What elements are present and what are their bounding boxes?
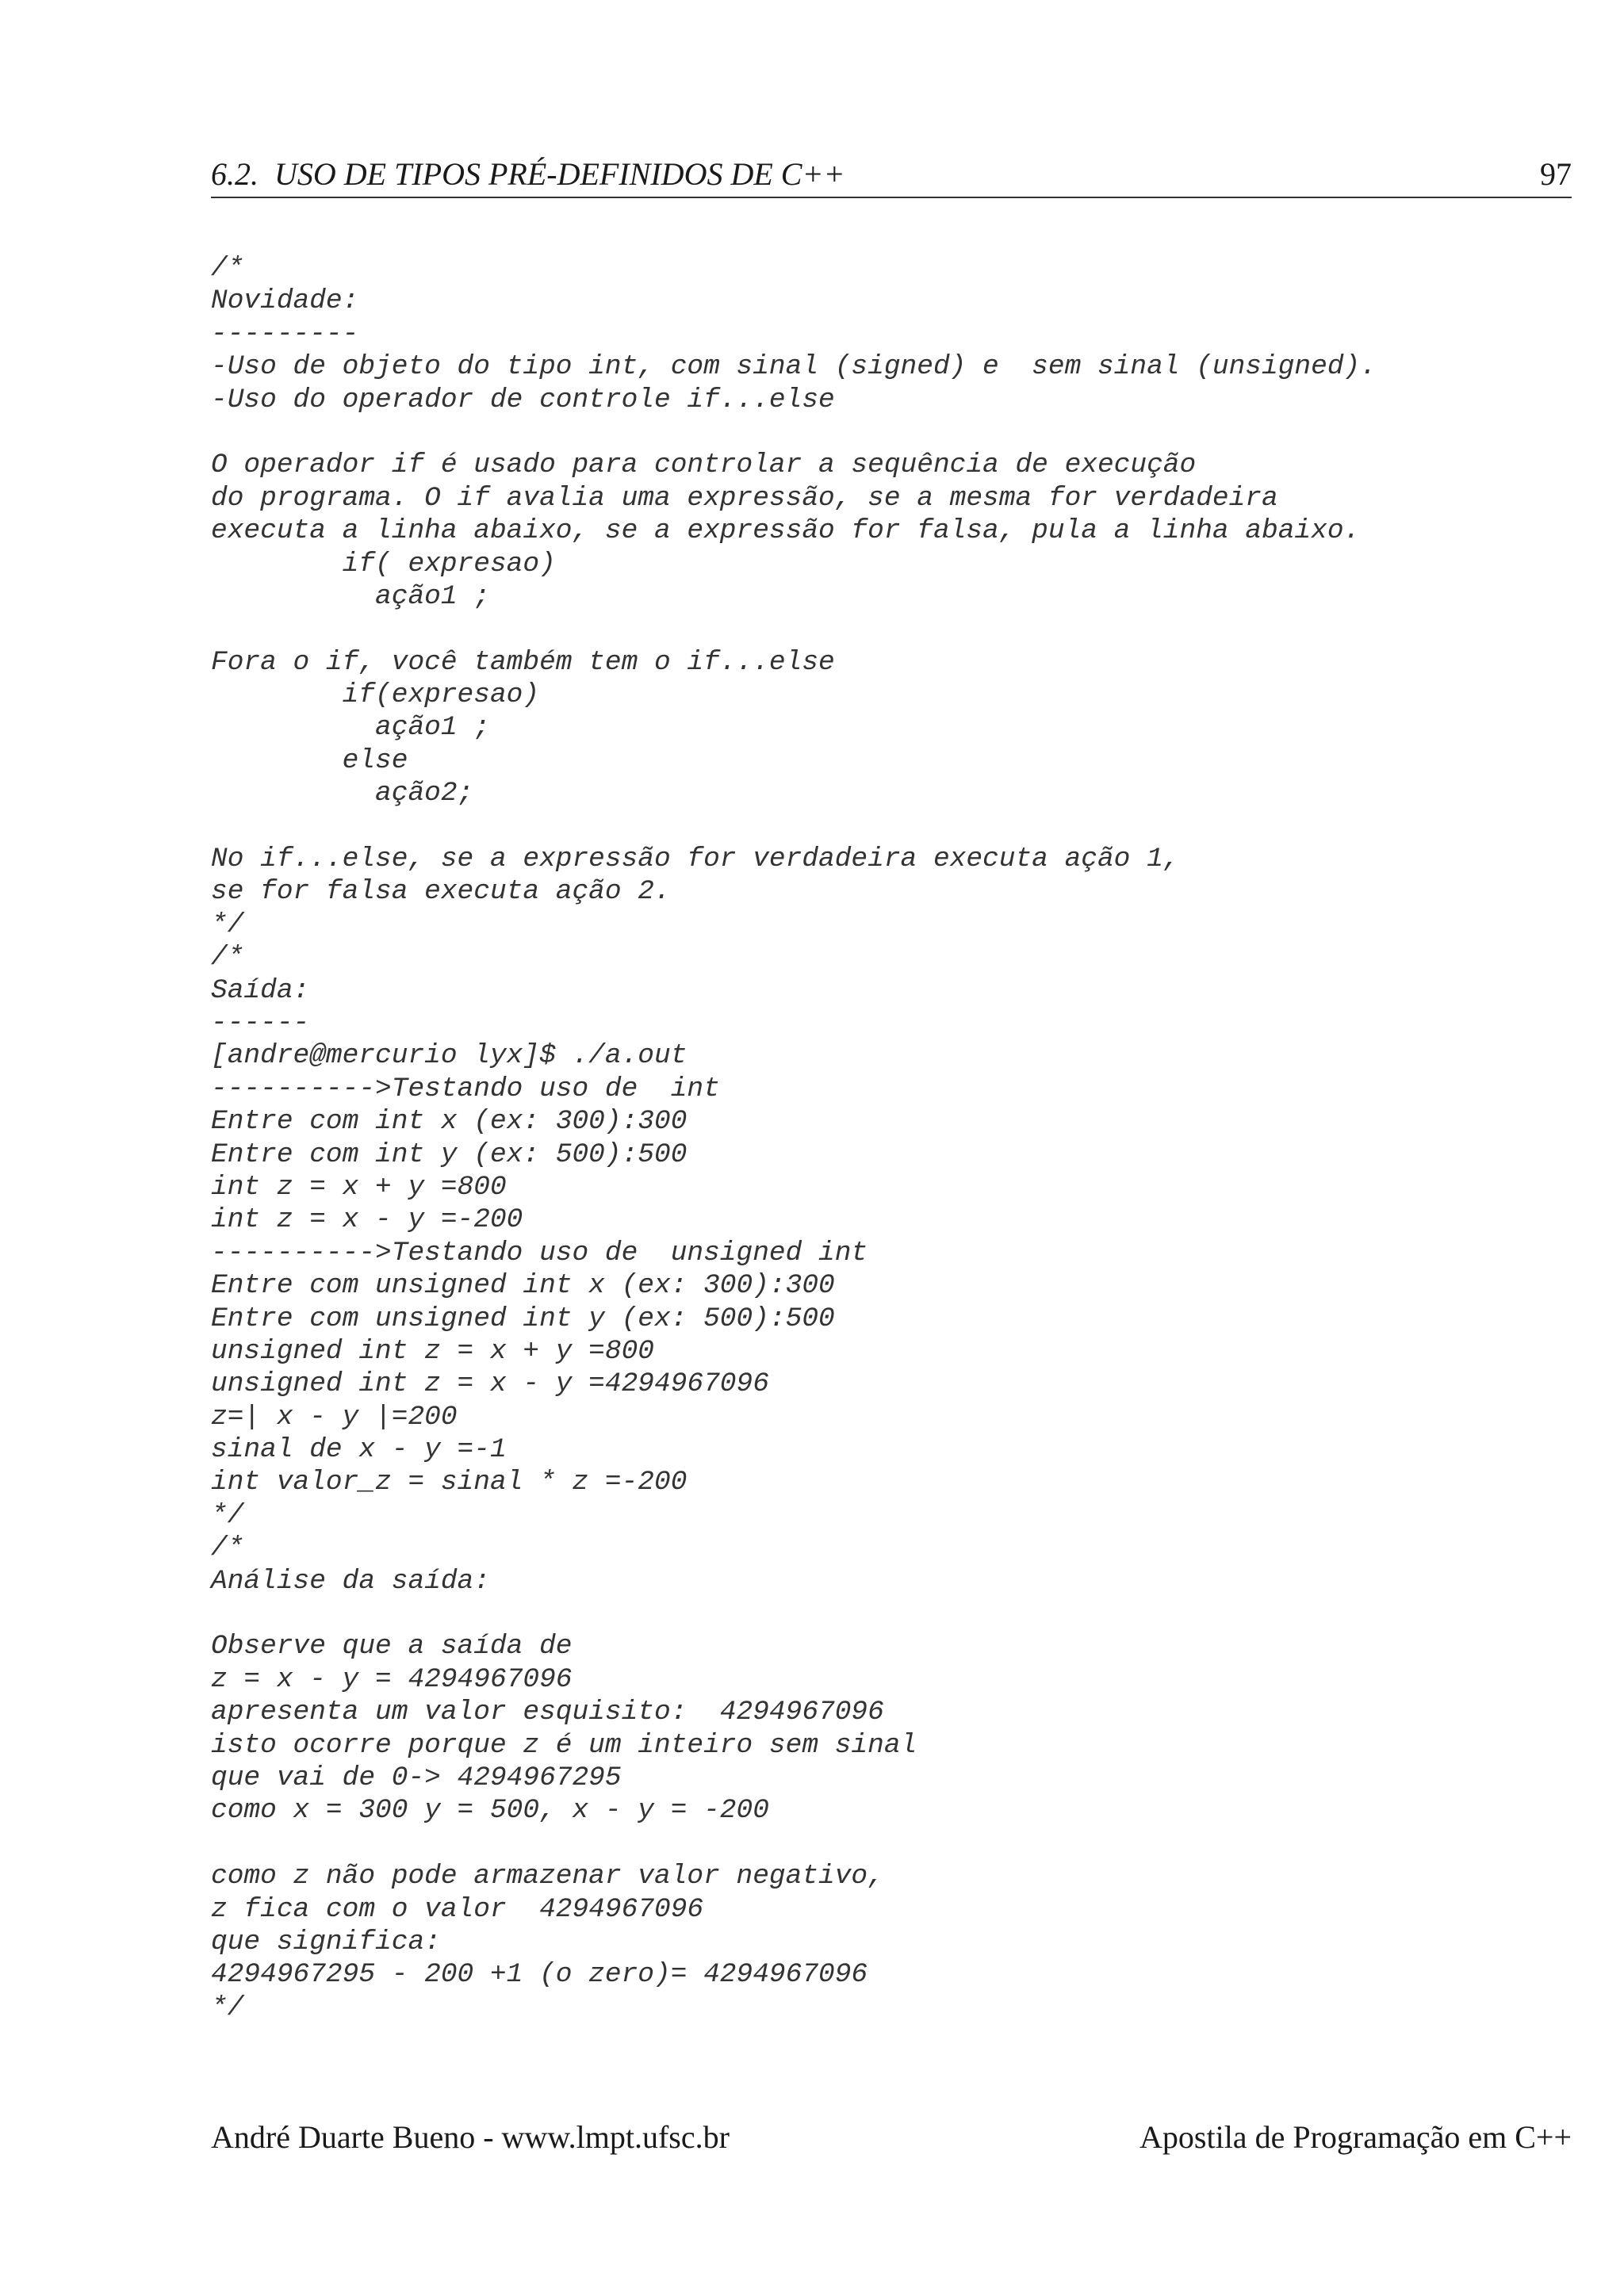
code-line: que vai de 0-> 4294967295 <box>211 1762 622 1793</box>
code-line: z fica com o valor 4294967096 <box>211 1893 704 1925</box>
code-line: como x = 300 y = 500, x - y = -200 <box>211 1795 769 1827</box>
code-line: Saída: <box>211 974 310 1006</box>
code-line: /* <box>211 1533 244 1564</box>
code-line: if( expresao) <box>211 548 556 580</box>
code-line: z = x - y = 4294967096 <box>211 1663 573 1695</box>
code-line: else <box>211 744 408 776</box>
code-listing <box>211 252 1572 2024</box>
code-line <box>211 810 1572 843</box>
page-footer <box>211 2115 1572 2160</box>
code-line: Entre com unsigned int y (ex: 500):500 <box>211 1303 835 1334</box>
code-line: z=| x - y |=200 <box>211 1401 458 1433</box>
code-line: ação1 ; <box>211 712 490 744</box>
code-line: que significa: <box>211 1926 441 1957</box>
code-line: --------- <box>211 318 359 350</box>
code-line: isto ocorre porque z é um inteiro sem sinal <box>211 1729 917 1761</box>
code-line: 4294967295 - 200 +1 (o zero)= 4294967096 <box>211 1959 868 1991</box>
code-line: Novidade: <box>211 285 359 317</box>
code-line: Entre com int x (ex: 300):300 <box>211 1106 688 1138</box>
code-line: ação2; <box>211 778 474 809</box>
code-line: Observe que a saída de <box>211 1631 573 1663</box>
code-line: unsigned int z = x - y =4294967096 <box>211 1368 769 1400</box>
code-line: /* <box>211 942 244 974</box>
code-line: [andre@mercurio lyx]$ ./a.out <box>211 1040 688 1072</box>
code-line: ------ <box>211 1007 310 1039</box>
code-line: ---------->Testando uso de int <box>211 1073 720 1104</box>
code-line: ação1 ; <box>211 580 490 612</box>
page-number: 97 <box>1540 156 1572 192</box>
code-line: executa a linha abaixo, se a expressão for falsa, pula a linha abaixo. <box>211 515 1361 547</box>
code-line: O operador if é usado para controlar a sequência de execução <box>211 450 1197 481</box>
code-line: ---------->Testando uso de unsigned int <box>211 1237 868 1269</box>
code-line: */ <box>211 1499 244 1531</box>
section-title: 6.2. USO DE TIPOS PRÉ-DEFINIDOS DE C++ <box>211 156 845 192</box>
code-line: int z = x + y =800 <box>211 1171 507 1203</box>
code-line: Fora o if, você também tem o if...else <box>211 646 835 678</box>
code-line: int z = x - y =-200 <box>211 1204 523 1236</box>
code-line <box>211 1827 1572 1860</box>
code-line: -Uso do operador de controle if...else <box>211 384 835 415</box>
code-line: apresenta um valor esquisito: 4294967096 <box>211 1697 884 1728</box>
code-line <box>211 416 1572 449</box>
code-line: -Uso de objeto do tipo int, com sinal (signed) e sem sinal (unsigned). <box>211 351 1377 383</box>
footer-author: André Duarte Bueno - www.lmpt.ufsc.br <box>211 2119 730 2155</box>
code-line: Entre com unsigned int x (ex: 300):300 <box>211 1270 835 1302</box>
code-line: if(expresao) <box>211 679 540 711</box>
code-line: Entre com int y (ex: 500):500 <box>211 1138 688 1170</box>
code-line <box>211 1598 1572 1630</box>
code-line: No if...else, se a expressão for verdadeira executa ação 1, <box>211 844 1180 875</box>
code-line: do programa. O if avalia uma expressão, se a mesma for verdadeira <box>211 482 1278 514</box>
page-header <box>211 152 1572 198</box>
footer-book-title: Apostila de Programação em C++ <box>1139 2119 1572 2155</box>
code-line: se for falsa executa ação 2. <box>211 876 671 908</box>
code-line: sinal de x - y =-1 <box>211 1434 507 1466</box>
code-line: como z não pode armazenar valor negativo, <box>211 1861 884 1892</box>
code-line: int valor_z = sinal * z =-200 <box>211 1467 688 1498</box>
code-line <box>211 613 1572 645</box>
code-line: */ <box>211 909 244 940</box>
code-line: Análise da saída: <box>211 1565 490 1597</box>
code-line: /* <box>211 253 244 284</box>
code-line: unsigned int z = x + y =800 <box>211 1335 654 1367</box>
code-line: */ <box>211 1992 244 2023</box>
